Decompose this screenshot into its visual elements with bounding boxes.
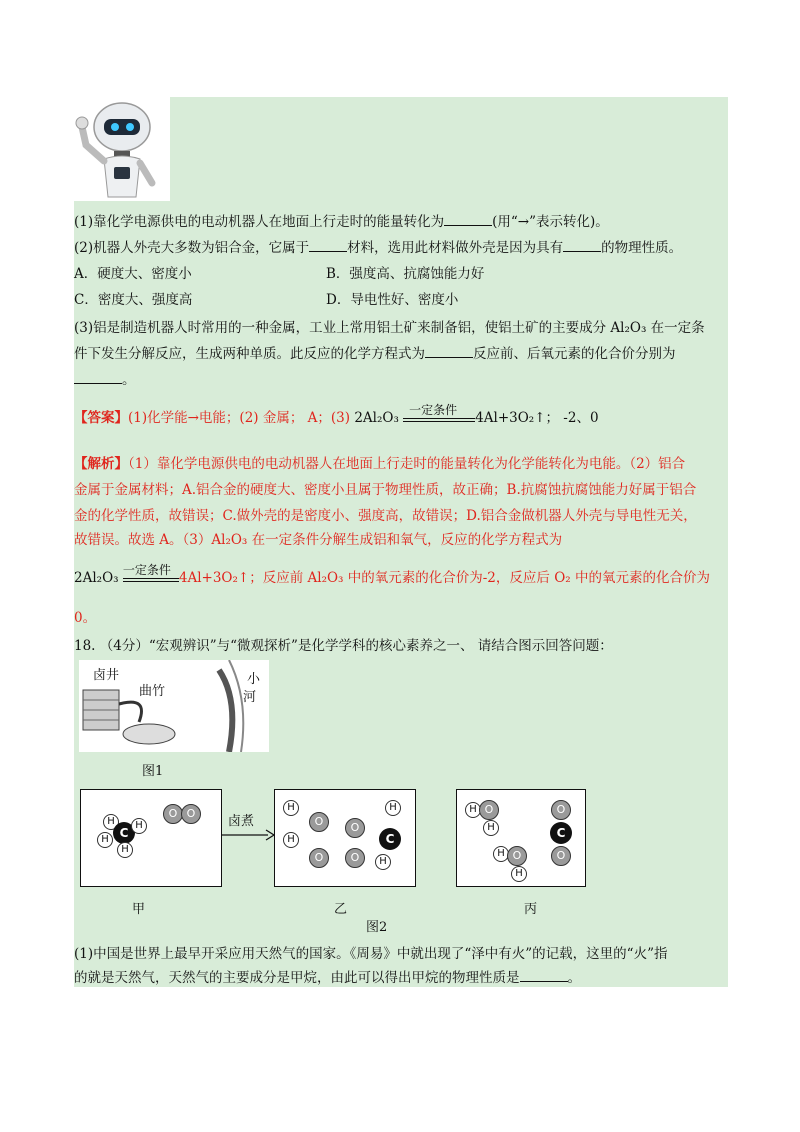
o-atom: O — [309, 848, 329, 868]
robot-image — [74, 97, 170, 201]
o-atom: O — [479, 800, 499, 820]
option-d: D．导电性好、密度小 — [326, 292, 459, 308]
h-atom: H — [385, 800, 401, 816]
box-bing — [456, 789, 586, 887]
option-c: C．密度大、强度高 — [74, 292, 193, 308]
figure-1 — [79, 660, 269, 752]
analysis-tag: 【解析】 — [74, 456, 128, 472]
h-atom: H — [117, 842, 133, 858]
river-label-2: 河 — [243, 690, 257, 705]
h-atom: H — [483, 820, 499, 836]
o-atom: O — [309, 812, 329, 832]
option-b: B．强度高、抗腐蚀能力好 — [326, 266, 485, 282]
highlight-block-q17 — [74, 97, 728, 637]
q17-line-3: (3)铝是制造机器人时常用的一种金属，工业上常用铝土矿来制备铝，使铝土矿的主要成分 Al₂O₃ 在一定条 — [74, 320, 705, 336]
answer-line: 【答案】(1)化学能→电能；(2) 金属； A；(3) 2Al₂O₃ 一定条件 4Al+3O₂↑； -2、0 — [74, 402, 599, 426]
river-label-1: 小 — [247, 672, 261, 687]
well-label: 卤井 — [93, 668, 120, 683]
answer-tag: 【答案】 — [74, 410, 128, 426]
o-atom: O — [163, 804, 183, 824]
h-atom: H — [375, 854, 391, 870]
h-atom: H — [511, 866, 527, 882]
answer-blank — [563, 238, 601, 252]
pipe-label: 曲竹 — [139, 684, 166, 699]
c-atom: C — [113, 822, 135, 844]
option-a: A．硬度大、密度小 — [74, 266, 192, 282]
answer-blank — [425, 344, 473, 358]
label-jia: 甲 — [132, 902, 146, 917]
q17-line-4: 件下发生分解反应，生成两种单质。此反应的化学方程式为 反应前、后氧元素的化合价分别为 — [74, 346, 676, 362]
q18-line-1: (1)中国是世界上最早开采应用天然气的国家。《周易》中就出现了“泽中有火”的记载，这里的“火”指 — [74, 946, 668, 962]
answer-blank — [444, 212, 492, 226]
o-atom: O — [507, 846, 527, 866]
q17-line-2: (2)机器人外壳大多数为铝合金，它属于 材料，选用此材料做外壳是因为具有 的物理性质。 — [74, 240, 683, 256]
c-atom: C — [379, 828, 401, 850]
analysis-line-1: 【解析】（1）靠化学电源供电的电动机器人在地面上行走时的能量转化为化学能转化为电能。（2）铝合 — [74, 456, 686, 472]
equation-condition: 一定条件 — [123, 572, 179, 586]
equation-left: 2Al₂O₃ — [354, 410, 399, 426]
label-bing: 丙 — [524, 902, 538, 917]
figure-2-caption: 图2 — [366, 920, 388, 935]
white-gap — [592, 660, 728, 940]
equation-right: 4Al+3O₂↑； -2、0 — [475, 410, 599, 426]
o-atom: O — [551, 800, 571, 820]
o-atom: O — [551, 846, 571, 866]
q17-line-5: 。 — [74, 370, 136, 390]
arrow-icon — [222, 828, 274, 842]
q18-stem: 18. （4分）“宏观辨识”与“微观探析”是化学学科的核心素养之一、 请结合图示回答问题： — [74, 638, 613, 654]
analysis-line-4: 故错误。故选 A。（3）Al₂O₃ 在一定条件分解生成铝和氧气，反应的化学方程式为 — [74, 532, 563, 548]
equation-condition: 一定条件 — [403, 412, 475, 426]
h-atom: H — [97, 832, 113, 848]
h-atom: H — [283, 832, 299, 848]
h-atom: H — [465, 802, 481, 818]
arrow-label: 卤煮 — [228, 814, 255, 829]
answer-blank — [309, 238, 347, 252]
h-atom: H — [493, 846, 509, 862]
answer-blank — [74, 370, 122, 384]
q17-line-1: (1)靠化学电源供电的电动机器人在地面上行走时的能量转化为 (用“→”表示转化)。 — [74, 214, 609, 230]
answer-blank — [520, 968, 568, 982]
o-atom: O — [345, 848, 365, 868]
box-yi — [274, 789, 416, 887]
label-yi: 乙 — [334, 902, 348, 917]
h-atom: H — [103, 814, 119, 830]
o-atom: O — [345, 818, 365, 838]
analysis-line-2: 金属于金属材料；A.铝合金的硬度大、密度小且属于物理性质，故正确；B.抗腐蚀抗腐蚀能力好属于铝合 — [74, 482, 697, 498]
h-atom: H — [283, 800, 299, 816]
figure-1-caption: 图1 — [142, 764, 164, 779]
analysis-line-5: 2Al₂O₃ 一定条件 4Al+3O₂↑；反应前 Al₂O₃ 中的氧元素的化合价为-2，反应后 O₂ 中的氧元素的化合价为 — [74, 562, 710, 586]
h-atom: H — [131, 818, 147, 834]
o-atom: O — [181, 804, 201, 824]
q18-line-2: 的就是天然气，天然气的主要成分是甲烷，由此可以得出甲烷的物理性质是 。 — [74, 970, 581, 986]
c-atom: C — [550, 822, 572, 844]
box-jia — [80, 789, 222, 887]
analysis-line-6: 0。 — [74, 610, 97, 626]
analysis-line-3: 金的化学性质，故错误；C.做外壳的是密度小、强度高，故错误；D.铝合金做机器人外壳与导电性无关， — [74, 508, 697, 524]
